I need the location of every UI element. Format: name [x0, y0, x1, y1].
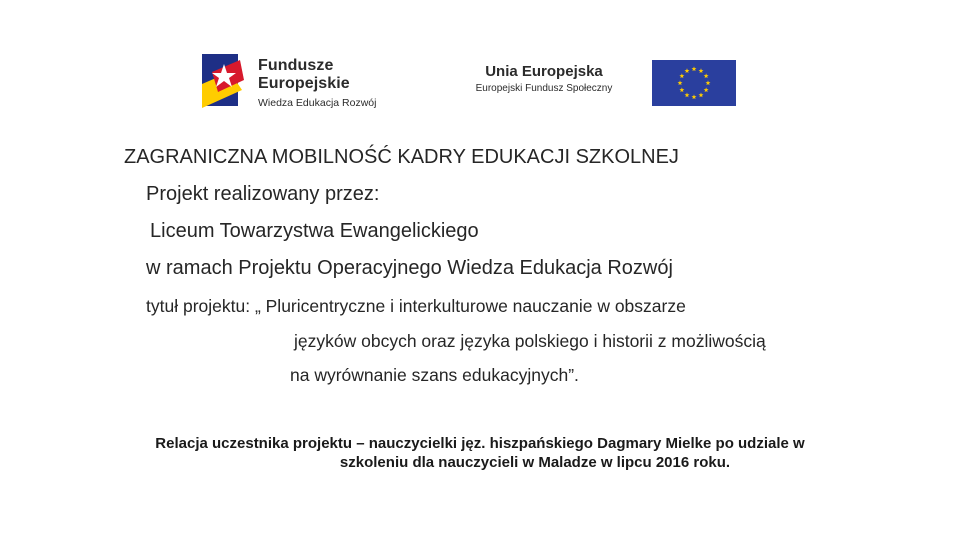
eu-flag-icon	[652, 60, 736, 106]
funds-logo-text	[258, 58, 376, 109]
funds-logo-line3: Wiedza Edukacja Rozwój	[258, 97, 377, 109]
eu-logo-line2: Europejski Fundusz Społeczny	[475, 83, 613, 94]
program-name: w ramach Projektu Operacyjnego Wiedza Edukacja Rozwój	[146, 257, 673, 279]
participant-account	[96, 434, 864, 472]
participant-account-line2: szkoleniu dla nauczycieli w Maladze w lipcu 2016 roku.	[339, 454, 731, 471]
eu-logo-text	[454, 64, 634, 94]
project-title-line2: języków obcych oraz języka polskiego i historii z możliwością	[294, 331, 766, 351]
funds-star-mark-icon	[200, 50, 246, 112]
funds-logo-line2: Europejskie	[258, 75, 350, 92]
funds-logo	[194, 42, 424, 122]
project-title-line1: tytuł projektu: „ Pluricentryczne i interkulturowe nauczanie w obszarze	[146, 296, 686, 316]
logo-banner	[194, 42, 742, 122]
headline: ZAGRANICZNA MOBILNOŚĆ KADRY EDUKACJI SZKOLNEJ	[124, 146, 679, 168]
project-title-line3: na wyrównanie szans edukacyjnych”.	[290, 365, 579, 385]
organization-name: Liceum Towarzystwa Ewangelickiego	[150, 220, 479, 242]
eu-logo-line1: Unia Europejska	[485, 63, 603, 80]
funds-logo-line1: Fundusze	[258, 57, 334, 74]
realized-by-label: Projekt realizowany przez:	[146, 183, 380, 205]
participant-account-line1: Relacja uczestnika projektu – nauczycielki jęz. hiszpańskiego Dagmary Mielke po udziale w	[155, 435, 805, 452]
